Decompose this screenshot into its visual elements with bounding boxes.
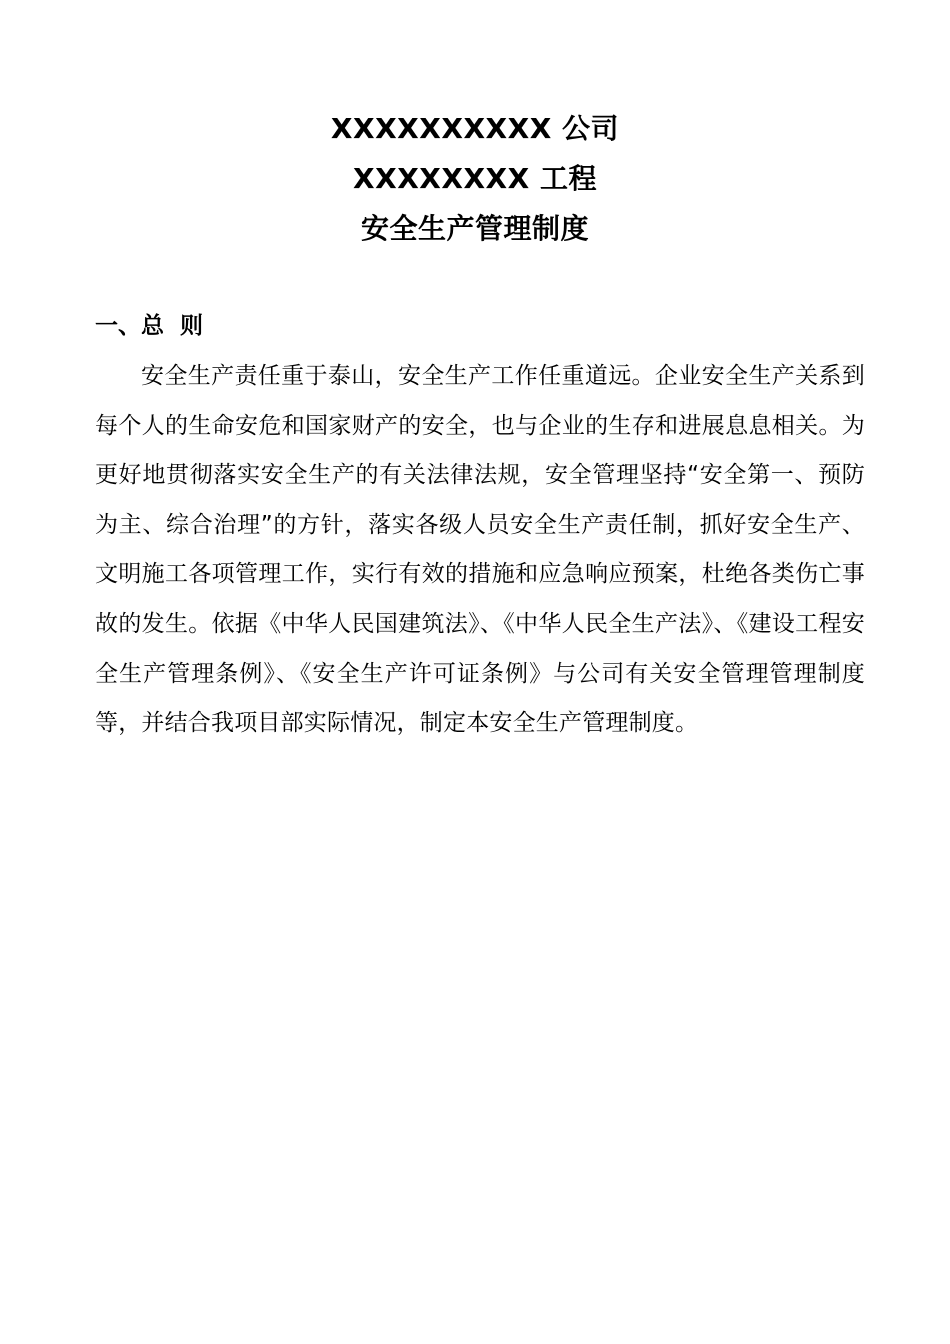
document-title: 安全生产管理制度: [360, 212, 589, 245]
company-title: XXXXXXXXXX 公司: [330, 112, 620, 145]
section-heading: 一、总 则: [95, 313, 204, 339]
title-block: [0, 104, 950, 254]
project-title: XXXXXXXX 工程: [353, 162, 597, 195]
section-paragraph: 安全生产责任重于泰山，安全生产工作任重道远。企业安全生产关系到每个人的生命安危和国家财产的安全，也与企业的生存和进展息息相关。为更好地贯彻落实安全生产的有关法律法规，安全管理坚持“安全第一、预防为主、综合治理”的方针，落实各级人员安全生产责任制，抓好安全生产、文明施工各项管理工作，实行有效的措施和应急响应预案，杜绝各类伤亡事故的发生。依据《中华人民国建筑法》、《中华人民全生产法》、《建设工程安全生产管理条例》、《安全生产许可证条例》与公司有关安全管理管理制度等，并结合我项目部实际情况，制定本安全生产管理制度。: [95, 363, 865, 737]
